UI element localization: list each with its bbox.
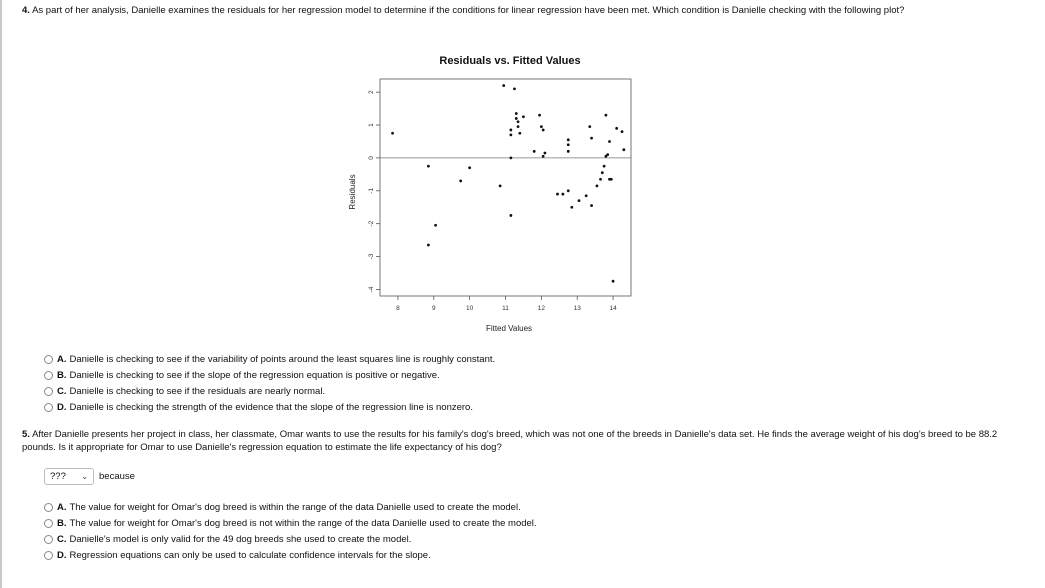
data-point: [621, 130, 624, 133]
data-point: [515, 117, 518, 120]
x-tick-label: 12: [537, 305, 545, 312]
x-tick-label: 10: [466, 305, 474, 312]
q4-radio-b[interactable]: [44, 371, 53, 380]
data-point: [567, 138, 570, 141]
data-point: [599, 178, 602, 181]
data-point: [538, 114, 541, 117]
q5-option-a[interactable]: [44, 499, 537, 515]
question-5-options: [44, 499, 537, 563]
y-tick-label: -3: [368, 253, 375, 260]
question-5-text: After Danielle presents her project in class, her classmate, Omar wants to use the results for his family's dog's breed, which was not one of the breeds in Danielle's data set. He finds the average weight of his dog's breed to be 88.2 pounds. Is it appropriate for Omar to use Danielle's regression equation to estimate the life expectancy of his dog?: [22, 429, 998, 453]
data-point: [588, 125, 591, 128]
q4-radio-c[interactable]: [44, 387, 53, 396]
chart-title: Residuals vs. Fitted Values: [439, 55, 581, 67]
q5-option-d-text: Regression equations can only be used to calculate confidence intervals for the slope.: [69, 549, 431, 561]
y-tick-label: -4: [368, 286, 375, 293]
q5-option-a-text: The value for weight for Omar's dog breed is within the range of the data Danielle used to create the model.: [69, 501, 521, 513]
q5-option-d-letter: D.: [57, 549, 67, 561]
q4-option-d-text: Danielle is checking the strength of the evidence that the slope of the regression line is nonzero.: [69, 401, 473, 413]
y-tick-label: 1: [368, 123, 375, 127]
question-4-prompt: [22, 4, 1022, 17]
data-point: [509, 214, 512, 217]
data-point: [517, 120, 520, 123]
data-point: [601, 171, 604, 174]
data-point: [561, 193, 564, 196]
data-point: [567, 150, 570, 153]
data-point: [434, 224, 437, 227]
y-tick-label: -2: [368, 220, 375, 227]
data-point: [578, 199, 581, 202]
data-point: [515, 112, 518, 115]
data-point: [610, 178, 613, 181]
question-4-options: [44, 351, 495, 415]
x-axis-label: Fitted Values: [485, 324, 533, 333]
x-axis: [396, 296, 617, 312]
q4-radio-d[interactable]: [44, 403, 53, 412]
q5-option-c-letter: C.: [57, 533, 67, 545]
answer-dropdown-row: [44, 468, 135, 485]
data-point: [502, 84, 505, 87]
q4-option-a-letter: A.: [57, 353, 67, 365]
question-4-text: As part of her analysis, Danielle examines the residuals for her regression model to determine if the conditions for linear regression have been met. Which condition is Danielle checking with the following plot?: [32, 5, 905, 16]
q5-radio-c[interactable]: [44, 535, 53, 544]
chevron-down-icon: ⌄: [81, 472, 88, 481]
q4-option-c-text: Danielle is checking to see if the residuals are nearly normal.: [69, 385, 326, 397]
question-5-number: 5.: [22, 429, 30, 440]
data-point: [615, 127, 618, 130]
answer-dropdown[interactable]: [44, 468, 94, 485]
q5-option-d[interactable]: [44, 547, 537, 563]
q4-option-d-letter: D.: [57, 401, 67, 413]
x-tick-label: 14: [609, 305, 617, 312]
data-point: [567, 143, 570, 146]
q5-option-c[interactable]: [44, 531, 537, 547]
x-tick-label: 9: [431, 305, 436, 312]
q5-option-b-letter: B.: [57, 517, 67, 529]
data-point: [540, 125, 543, 128]
data-point: [622, 148, 625, 151]
data-point: [391, 132, 394, 135]
data-point: [427, 165, 430, 168]
q5-radio-a[interactable]: [44, 503, 53, 512]
answer-dropdown-value: ???: [50, 471, 66, 482]
question-5-prompt: [22, 428, 1022, 454]
y-axis-label: Residuals: [348, 174, 357, 210]
y-tick-label: -1: [368, 187, 375, 194]
q4-option-c-letter: C.: [57, 385, 67, 397]
q4-option-b[interactable]: [44, 367, 495, 383]
data-point: [608, 140, 611, 143]
y-tick-label: 2: [368, 90, 375, 94]
q4-option-c[interactable]: [44, 383, 495, 399]
data-point: [427, 244, 430, 247]
residuals-plot: [340, 50, 660, 340]
data-point: [605, 114, 608, 117]
x-tick-label: 13: [573, 305, 581, 312]
q4-radio-a[interactable]: [44, 355, 53, 364]
data-point: [590, 204, 593, 207]
q5-option-b[interactable]: [44, 515, 537, 531]
q5-option-b-text: The value for weight for Omar's dog breed is not within the range of the data Danielle used to create the model.: [69, 517, 537, 529]
data-point: [509, 133, 512, 136]
because-label: because: [99, 471, 135, 482]
q4-option-b-letter: B.: [57, 369, 67, 381]
y-tick-label: 0: [368, 156, 375, 160]
data-point: [596, 184, 599, 187]
data-point: [499, 184, 502, 187]
data-point: [570, 206, 573, 209]
q4-option-a-text: Danielle is checking to see if the variability of points around the least squares line is roughly constant.: [69, 353, 496, 365]
data-point: [522, 115, 525, 118]
question-4-number: 4.: [22, 5, 30, 16]
data-point: [542, 129, 545, 132]
q4-option-a[interactable]: [44, 351, 495, 367]
data-point: [517, 125, 520, 128]
plot-frame: [380, 79, 631, 296]
y-axis: [368, 90, 380, 292]
q5-option-c-text: Danielle's model is only valid for the 49 dog breeds she used to create the model.: [69, 533, 412, 545]
data-point: [567, 189, 570, 192]
data-point: [518, 132, 521, 135]
data-point: [509, 157, 512, 160]
left-edge-bar: [0, 0, 2, 588]
data-point: [509, 129, 512, 132]
data-point: [533, 150, 536, 153]
data-point: [606, 153, 609, 156]
x-tick-label: 11: [502, 305, 509, 312]
q4-option-d[interactable]: [44, 399, 495, 415]
data-point: [556, 193, 559, 196]
q4-option-b-text: Danielle is checking to see if the slope of the regression equation is positive or negative.: [69, 369, 440, 381]
data-point: [612, 280, 615, 283]
data-point: [603, 165, 606, 168]
data-point: [590, 137, 593, 140]
x-tick-label: 8: [396, 305, 400, 312]
data-point: [542, 155, 545, 158]
data-point: [513, 87, 516, 90]
q5-radio-d[interactable]: [44, 551, 53, 560]
data-point: [468, 166, 471, 169]
data-point: [585, 194, 588, 197]
data-point: [544, 152, 547, 155]
data-point: [459, 180, 462, 183]
q5-radio-b[interactable]: [44, 519, 53, 528]
data-points: [391, 84, 625, 282]
q5-option-a-letter: A.: [57, 501, 67, 513]
